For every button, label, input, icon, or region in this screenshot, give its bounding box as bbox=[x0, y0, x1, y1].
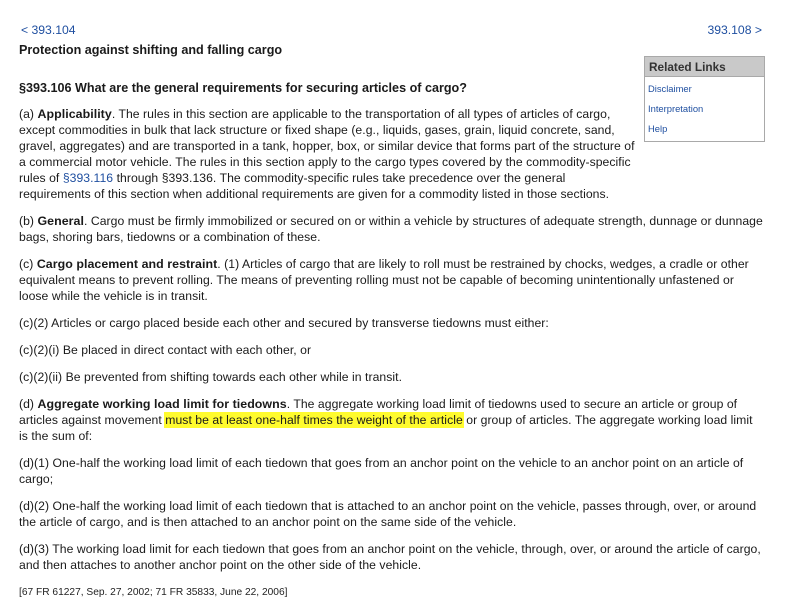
paragraph-d3: (d)(3) The working load limit for each tiedown that goes from an anchor point on the vehicle, through, over, or around the article of cargo, and then attaches to another anchor point on the other side of the vehicle. bbox=[19, 542, 761, 572]
disclaimer-link[interactable]: Disclaimer bbox=[648, 83, 692, 94]
previous-section-link[interactable]: < 393.104 bbox=[21, 23, 76, 37]
paragraph-d bbox=[19, 396, 764, 444]
next-section-link[interactable]: 393.108 > bbox=[707, 23, 762, 37]
paragraph-c2i: (c)(2)(i) Be placed in direct contact with each other, or bbox=[19, 343, 312, 357]
paragraph-d-text-1: . The aggregate working load limit of tiedowns used to secure an article or group of articles against movement bbox=[19, 397, 738, 427]
paragraph-c-text: . (1) Articles of cargo that are likely to roll must be restrained by chocks, wedges, a cradle or other equivalent means to prevent rolling. The means of preventing rolling must not be capable of becoming unintentionally unfastened or loose while the vehicle is in transit. bbox=[19, 257, 749, 303]
related-links-header: Related Links bbox=[645, 57, 764, 77]
paragraph-d1: (d)(1) One-half the working load limit of each tiedown that goes from an anchor point on the vehicle to an anchor point on an article of cargo; bbox=[19, 456, 744, 486]
subpart-title: Protection against shifting and falling cargo bbox=[19, 43, 283, 57]
paragraph-a-term: Applicability bbox=[37, 107, 112, 121]
paragraph-c bbox=[19, 256, 764, 304]
paragraph-b bbox=[19, 213, 764, 245]
section-navigation bbox=[19, 22, 764, 40]
paragraph-c2: (c)(2) Articles or cargo placed beside each other and secured by transverse tiedowns must either: bbox=[19, 316, 549, 330]
paragraph-c2ii: (c)(2)(ii) Be prevented from shifting towards each other while in transit. bbox=[19, 370, 403, 384]
paragraph-d-text-2: or group of articles. The aggregate working load limit is the sum of: bbox=[19, 413, 753, 443]
paragraph-c-label: (c) bbox=[19, 257, 34, 271]
highlighted-text: must be at least one-half times the weight of the article bbox=[165, 413, 463, 427]
related-links-list bbox=[645, 77, 764, 141]
paragraph-b-text: . Cargo must be firmly immobilized or secured on or within a vehicle by structures of adequate strength, dunnage or dunnage bags, shoring bars, tiedowns or a combination of these. bbox=[19, 214, 763, 244]
list-item bbox=[648, 119, 761, 139]
citation: [67 FR 61227, Sep. 27, 2002; 71 FR 35833, June 22, 2006] bbox=[19, 587, 288, 598]
related-links-box bbox=[644, 56, 765, 142]
section-393-116-link[interactable]: §393.116 bbox=[62, 171, 114, 185]
paragraph-a-label: (a) bbox=[19, 107, 35, 121]
list-item bbox=[648, 79, 761, 99]
paragraph-d2: (d)(2) One-half the working load limit of each tiedown that is attached to an anchor point on the vehicle, passes through, over, or around the article of cargo, and is then attached to an anchor point on the same side of the vehicle. bbox=[19, 499, 757, 529]
interpretation-link[interactable]: Interpretation bbox=[648, 103, 704, 114]
paragraph-c-term: Cargo placement and restraint bbox=[36, 257, 218, 271]
paragraph-b-term: General bbox=[37, 214, 84, 228]
help-link[interactable]: Help bbox=[648, 123, 668, 134]
paragraph-a-text-2: through §393.136. The commodity-specific rules take precedence over the general requirements of this section when additional requirements are given for a commodity listed in those sections. bbox=[19, 171, 610, 201]
section-heading: §393.106 What are the general requirements for securing articles of cargo? bbox=[19, 81, 467, 95]
paragraph-a-text-1: . The rules in this section are applicable to the transportation of all types of articles of cargo, except commodities in bulk that lack structure or fixed shape (e.g., liquids, gases, grain, liquid concrete, sand, gravel, aggregates) and are transported in a tank, hopper, box, or similar device that forms part of the structure of a commercial motor vehicle. The rules in this section apply to the cargo types covered by the commodity-specific rules of bbox=[19, 107, 635, 185]
paragraph-d-term: Aggregate working load limit for tiedowns bbox=[37, 397, 287, 411]
list-item bbox=[648, 99, 761, 119]
paragraph-d-label: (d) bbox=[19, 397, 35, 411]
paragraph-b-label: (b) bbox=[19, 214, 35, 228]
